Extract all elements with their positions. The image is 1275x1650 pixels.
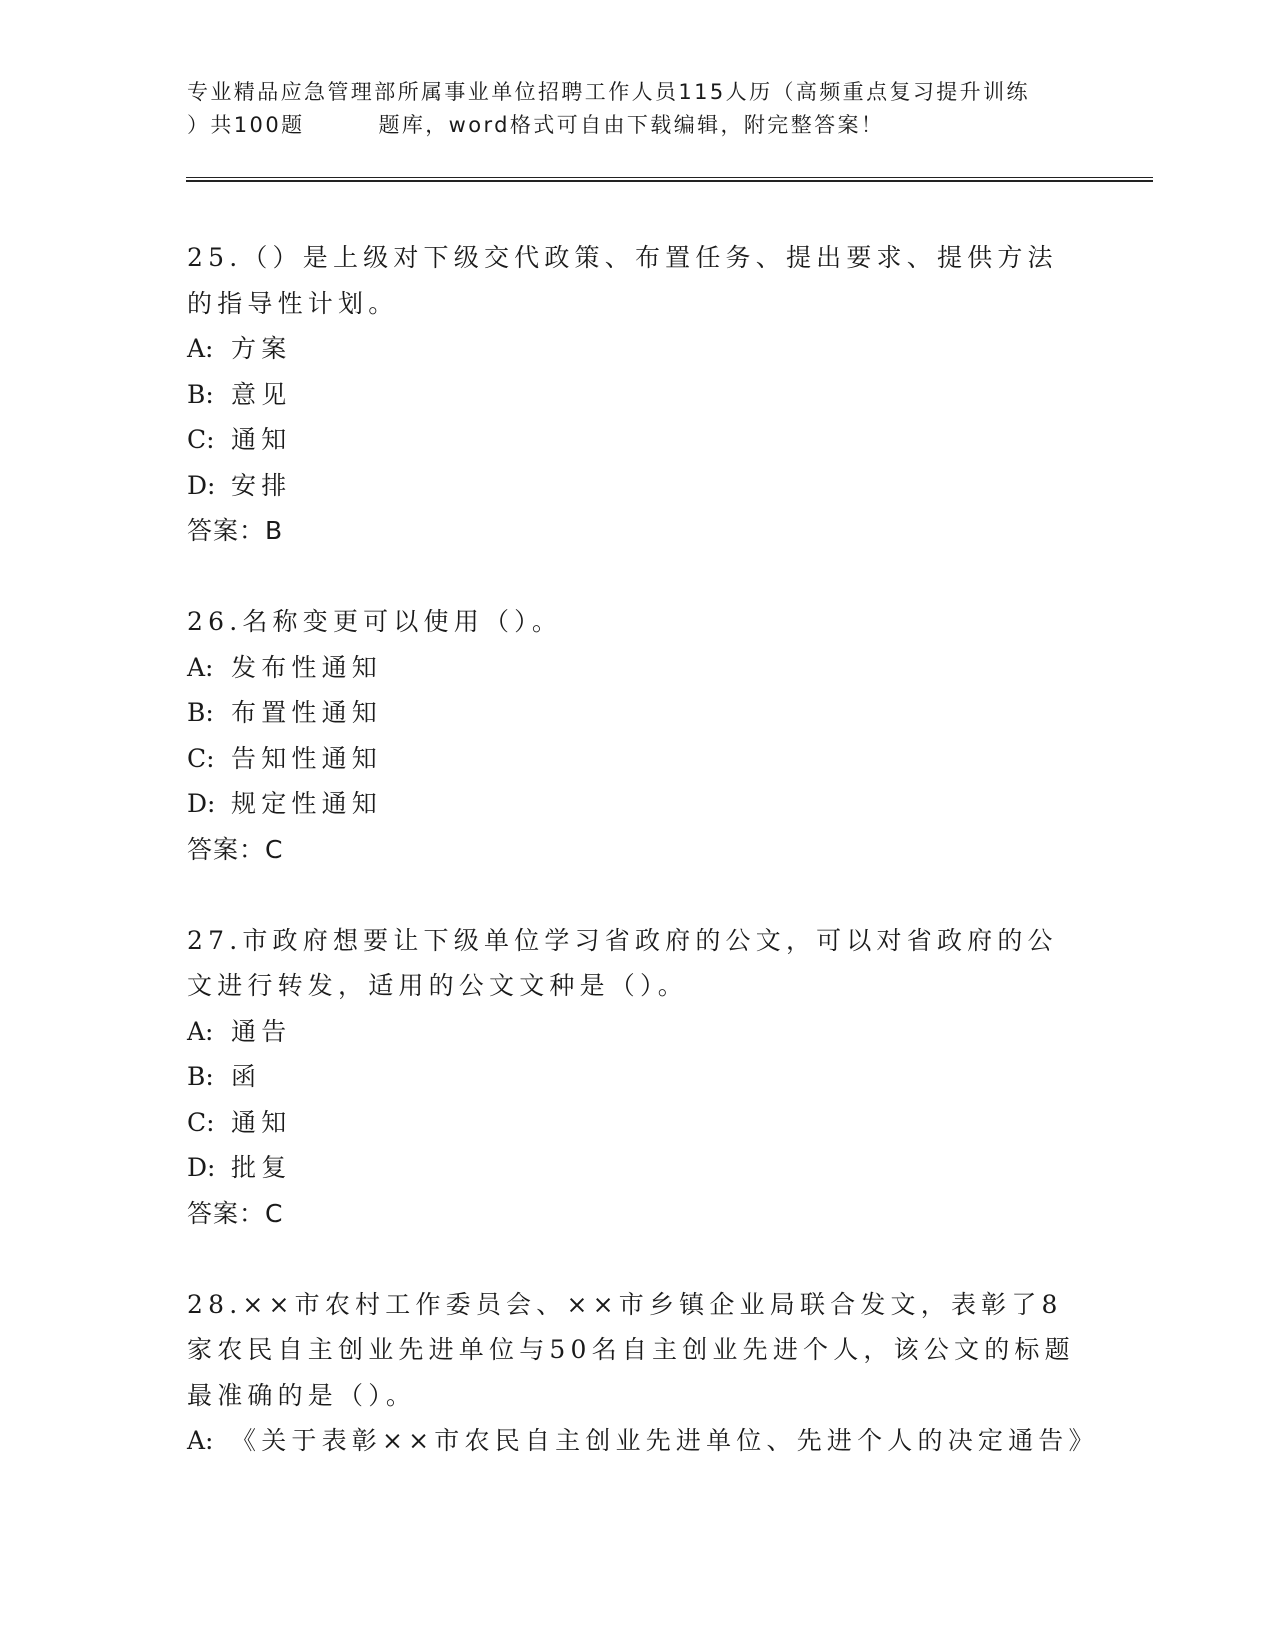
option-key: B:: [187, 698, 214, 727]
option-key: A:: [187, 1016, 214, 1046]
option-text: 意见: [231, 379, 292, 409]
option-d: [187, 1145, 1087, 1191]
option-text: 安排: [231, 470, 292, 500]
header-divider: [186, 177, 1153, 182]
option-b: [187, 1054, 1087, 1100]
header-line-2-start: ）共100题: [187, 113, 305, 137]
header-line-2-end: 题库，word格式可自由下载编辑，附完整答案！: [378, 113, 885, 137]
option-text: 通知: [231, 425, 292, 454]
header-line-2: [187, 109, 1087, 142]
option-text: 规定性通知: [231, 789, 383, 818]
option-text: 通知: [231, 1107, 292, 1137]
option-d: [187, 781, 1087, 827]
option-key: C:: [187, 743, 215, 773]
question-stem: 25.（）是上级对下级交代政策、布置任务、提出要求、提供方法的指导性计划。: [187, 243, 1058, 318]
question-25: [187, 235, 1087, 554]
option-b: [187, 372, 1087, 418]
option-text: 方案: [231, 334, 292, 363]
question-list: [187, 235, 1099, 1509]
option-c: [187, 1100, 1087, 1146]
option-key: C:: [187, 1107, 215, 1137]
option-key: A:: [187, 652, 214, 682]
option-key: B:: [187, 379, 214, 409]
option-a: [187, 1009, 1087, 1055]
option-text: 通告: [231, 1016, 292, 1046]
option-key: C:: [187, 425, 215, 454]
option-a: [187, 326, 1087, 372]
option-text: 《关于表彰××市农民自主创业先进单位、先进个人的决定通告》: [231, 1426, 1099, 1455]
option-key: A:: [187, 334, 214, 363]
option-text: 函: [231, 1062, 262, 1091]
option-c: [187, 736, 1087, 782]
option-b: [187, 690, 1087, 736]
header-line-1: 专业精品应急管理部所属事业单位招聘工作人员115人历（高频重点复习提升训练: [187, 80, 1030, 104]
option-key: D:: [187, 470, 216, 500]
answer-label: 答案：B: [187, 516, 284, 545]
option-text: 告知性通知: [231, 743, 383, 773]
question-stem: 26.名称变更可以使用（）。: [187, 607, 563, 636]
option-text: 布置性通知: [231, 698, 383, 727]
question-26: [187, 599, 1087, 872]
question-27: [187, 918, 1087, 1237]
option-text: 批复: [231, 1153, 292, 1182]
option-key: D:: [187, 789, 216, 818]
option-a: [187, 1418, 1099, 1464]
option-key: A:: [187, 1426, 214, 1455]
question-stem: 27.市政府想要让下级单位学习省政府的公文，可以对省政府的公文进行转发，适用的公文文种是（）。: [187, 925, 1058, 1000]
option-key: B:: [187, 1062, 214, 1091]
answer-label: 答案：C: [187, 834, 284, 864]
option-key: D:: [187, 1153, 216, 1182]
option-c: [187, 417, 1087, 463]
option-text: 发布性通知: [231, 652, 383, 682]
answer-label: 答案：C: [187, 1198, 284, 1228]
page-header: [187, 76, 1087, 142]
question-28: [187, 1282, 1099, 1464]
question-stem: 28.××市农村工作委员会、××市乡镇企业局联合发文，表彰了8家农民自主创业先进单位与50名自主创业先进个人，该公文的标题最准确的是（）。: [187, 1289, 1075, 1410]
option-d: [187, 463, 1087, 509]
option-a: [187, 645, 1087, 691]
